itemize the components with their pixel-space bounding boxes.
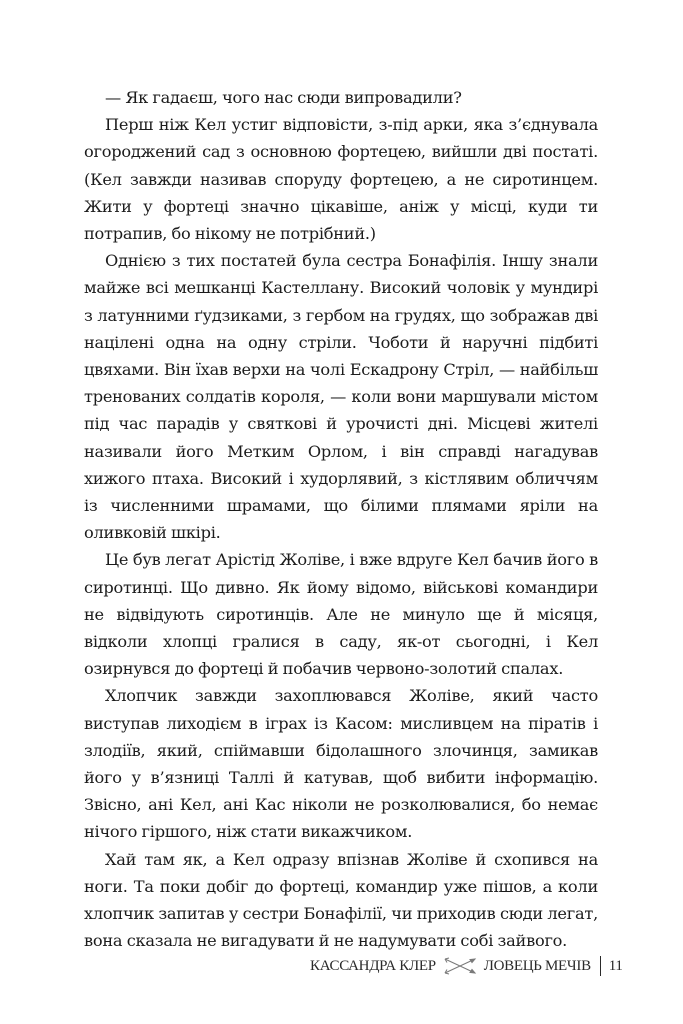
footer-book-title: ЛОВЕЦЬ МЕЧІВ (483, 957, 591, 974)
crossed-arrows-icon (442, 956, 478, 976)
footer-author: КАССАНДРА КЛЕР (310, 957, 436, 974)
paragraph: Хлопчик завжди захоплювався Жоліве, який часто виступав лиходієм в іграх із Касом: мисливцем на піратів і злодіїв, який, спіймавши бідолашного злочинця, замикав його у в’язниці Таллі й катував, щоб вибити інформацію. Звісно, ані Кел, ані Кас ніколи не розколювалися, бо немає нічого гіршого, ніж стати викажчиком. (84, 686, 598, 842)
paragraph: Перш ніж Кел устиг відповісти, з-під арки, яка з’єднувала огороджений сад з основною фортецею, вийшли дві постаті. (Кел завжди називав споруду фортецею, а не сиротинцем. Жити у фортеці значно цікавіше, аніж у місці, куди ти потрапив, бо нікому не потрібний.) (84, 115, 598, 244)
paragraph: — Як гадаєш, чого нас сюди випровадили? (105, 88, 462, 107)
footer-divider (600, 956, 601, 976)
running-footer (310, 955, 623, 977)
page-body (84, 84, 598, 955)
paragraph: Це був легат Арістід Жоліве, і вже вдруге Кел бачив його в сиротинці. Що дивно. Як йому відомо, військові командири не відвідують сиротинців. Але не минуло ще й місяця, відколи хлопці гралися в саду, як-от сьогодні, і Кел озирнувся до фортеці й побачив червоно-золотий спалах. (84, 550, 598, 679)
page-number: 11 (608, 957, 623, 974)
paragraph: Хай там як, а Кел одразу впізнав Жоліве й схопився на ноги. Та поки добіг до фортеці, командир уже пішов, а коли хлопчик запитав у сестри Бонафілії, чи приходив сюди легат, вона сказала не вигадувати й не надумувати собі зайвого. (84, 849, 598, 951)
paragraph: Однією з тих постатей була сестра Бонафілія. Іншу знали майже всі мешканці Кастеллану. Високий чоловік у мундирі з латунними ґудзиками, з гербом на грудях, що зображав дві націлені одна на одну стріли. Чоботи й наручні підбиті цвяхами. Він їхав верхи на чолі Ескадрону Стріл, — найбільш тренованих солдатів короля, — коли вони маршували містом під час парадів у святкові й урочисті дні. Місцеві жителі називали його Метким Орлом, і він справді нагадував хижого птаха. Високий і худорлявий, з кістлявим обличчям із численними шрамами, що білими плямами яріли на оливковій шкірі. (84, 251, 598, 543)
